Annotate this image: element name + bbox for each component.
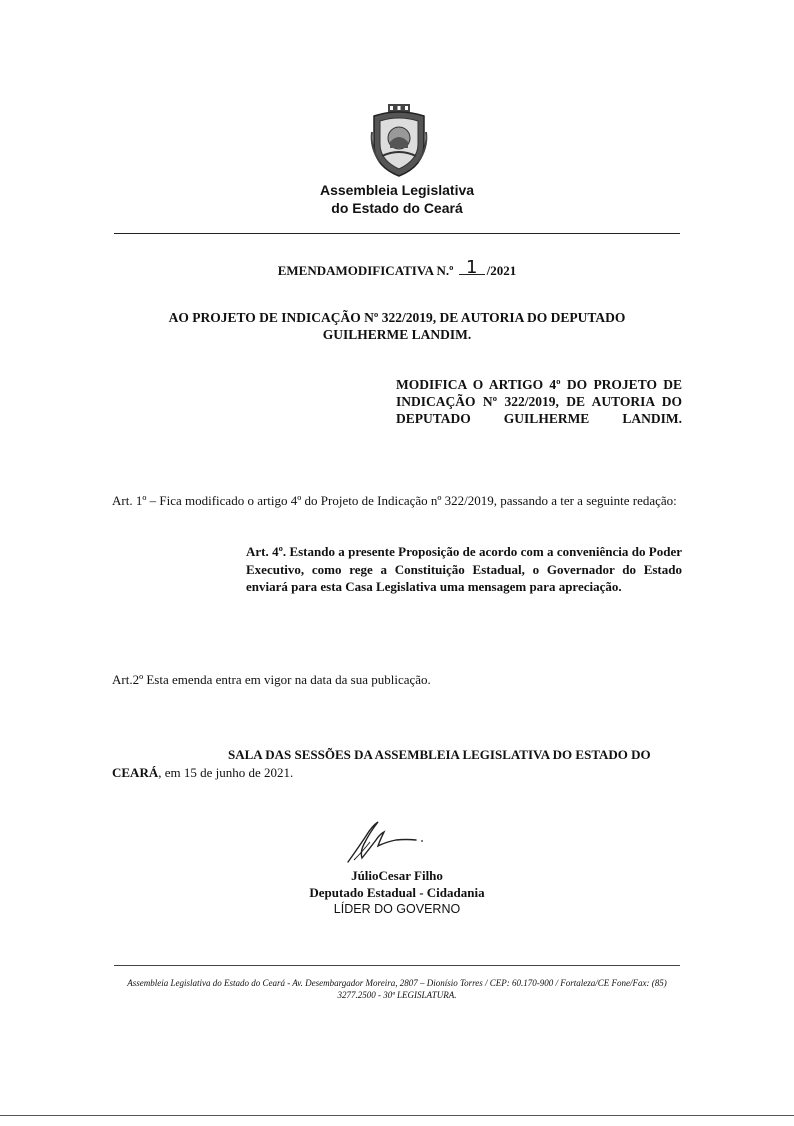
handwritten-signature — [340, 818, 430, 866]
header-divider — [114, 233, 680, 234]
title-prefix: EMENDAMODIFICATIVA N.º — [277, 263, 454, 278]
footer-divider — [114, 965, 680, 966]
signer-name: JúlioCesar Filho — [351, 868, 443, 883]
article-2: Art.2º Esta emenda entra em vigor na data da sua publicação. — [112, 672, 431, 687]
closing-statement — [112, 746, 682, 782]
state-coat-of-arms-icon — [368, 102, 430, 178]
signer-title: LÍDER DO GOVERNO — [333, 902, 461, 916]
article-4-quote: Art. 4º. Estando a presente Proposição de acordo com a conveniência do Poder Executivo, como rege a Constituição Estadual, o Governador do Estado enviará para esta Casa Legislativa uma mensagem para apreciação. — [246, 544, 682, 594]
footer-address: Assembleia Legislativa do Estado do Ceará - Av. Desembargador Moreira, 2807 – Dionísio Torres / CEP: 60.170-900 / Fortaleza/CE Fone/Fax: (85) 3277.2500 - 30ª LEGISLATURA. — [127, 978, 667, 1000]
signer-role: Deputado Estadual - Cidadania — [309, 885, 485, 900]
document-subject: AO PROJETO DE INDICAÇÃO Nº 322/2019, DE AUTORIA DO DEPUTADO GUILHERME LANDIM. — [168, 310, 626, 342]
title-number-handwritten: 1 — [457, 257, 487, 278]
org-name-line2: do Estado do Ceará — [331, 200, 463, 216]
article-1: Art. 1º – Fica modificado o artigo 4º do Projeto de Indicação nº 322/2019, passando a ter a seguinte redação: — [112, 493, 677, 508]
closing-date: , em 15 de junho de 2021. — [158, 765, 294, 780]
document-title — [0, 259, 794, 280]
closing-bold: SALA DAS SESSÕES DA ASSEMBLEIA LEGISLATIVA DO ESTADO DO CEARÁ — [112, 747, 651, 780]
page-bottom-line — [0, 1115, 794, 1116]
document-ementa: MODIFICA O ARTIGO 4º DO PROJETO DE INDICAÇÃO Nº 322/2019, DE AUTORIA DO DEPUTADO GUILHERME LANDIM. — [396, 377, 682, 426]
org-name-line1: Assembleia Legislativa — [319, 182, 475, 198]
title-suffix: /2021 — [486, 263, 517, 278]
